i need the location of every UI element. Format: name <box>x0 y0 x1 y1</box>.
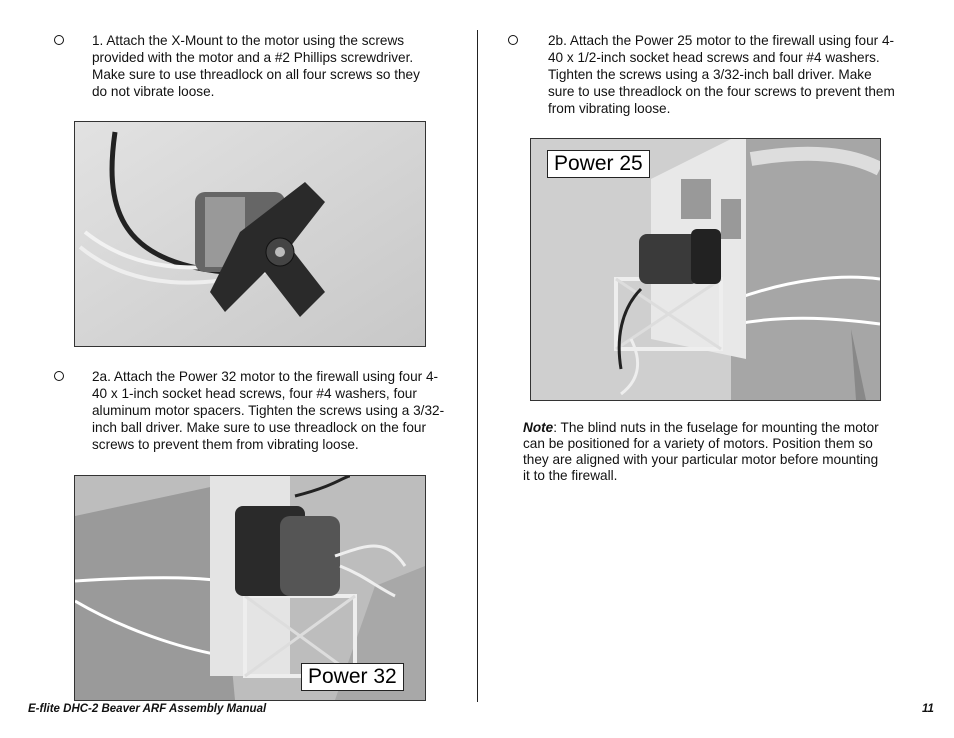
note-text: : The blind nuts in the fuselage for mounting the motor can be positioned for a variety of motors. Position them so they are aligned with your particular motor before mounting it to the firewall. <box>523 420 879 483</box>
page-number: 11 <box>922 703 934 715</box>
footer-title: E-flite DHC-2 Beaver ARF Assembly Manual <box>28 703 267 715</box>
note-paragraph <box>523 420 883 484</box>
xmount-motor-photo <box>74 121 426 347</box>
power32-motor-photo <box>74 475 426 701</box>
power25-label: Power 25 <box>547 150 650 178</box>
step-2b-text: 2b. Attach the Power 25 motor to the firewall using four 4-40 x 1/2-inch socket head screws and four #4 washers. Tighten the screws using a 3/32-inch ball driver. Make sure to use threadlock on the four screws to prevent them from vibrating loose. <box>548 33 895 116</box>
checkbox-bullet-icon <box>508 35 518 45</box>
power32-label: Power 32 <box>301 663 404 691</box>
xmount-motor-illustration <box>75 122 425 346</box>
checkbox-bullet-icon <box>54 371 64 381</box>
checkbox-bullet-icon <box>54 35 64 45</box>
step-2a-text: 2a. Attach the Power 32 motor to the firewall using four 4-40 x 1-inch socket head screws, four #4 washers, four aluminum motor spacers. Tighten the screws using a 3/32-inch ball driver. Make sure to use threadlock on the four screws to prevent them from vibrating loose. <box>92 369 445 452</box>
power25-motor-illustration <box>531 139 880 400</box>
column-divider <box>477 30 478 702</box>
step-1-text: 1. Attach the X-Mount to the motor using the screws provided with the motor and a #2 Phillips screwdriver. Make sure to use threadlock on all four screws so they do not vibrate loose. <box>92 33 420 99</box>
note-label: Note <box>523 420 554 435</box>
power25-motor-photo <box>530 138 881 401</box>
